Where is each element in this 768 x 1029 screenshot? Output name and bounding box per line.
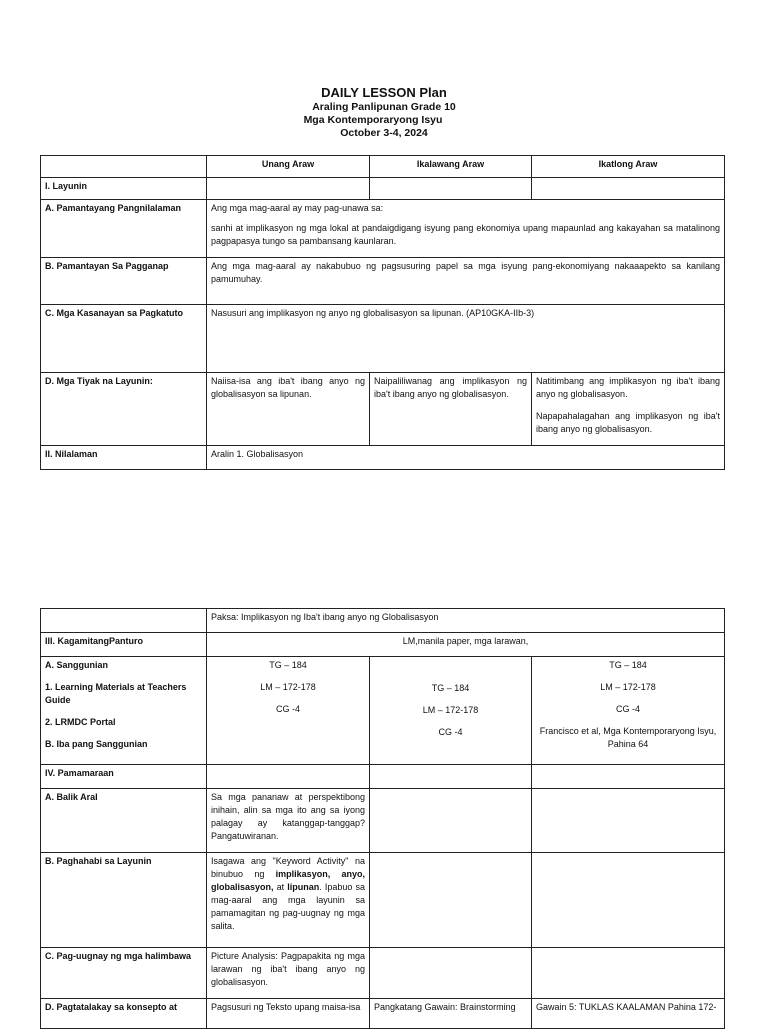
cell-pagtatalakay-day1: Pagsusuri ng Teksto upang maisa-isa (207, 999, 370, 1029)
cell-paguugnay-day3 (532, 948, 725, 999)
cell-tiyak-day1: Naiisa-isa ang iba't ibang anyo ng globalisasyon sa lipunan. (207, 373, 370, 446)
ref-cg: CG -4 (438, 727, 463, 737)
cell-sanggunian-day1 (207, 657, 370, 765)
document-title: DAILY LESSON Plan (321, 85, 447, 100)
row-balik-aral (41, 789, 725, 853)
paghahabi-text-start: Isagawa ang "Keyword Activity" na binubuo ng (211, 856, 365, 879)
cell-paguugnay-day1: Picture Analysis: Pagpapakita ng mga larawan ng iba't ibang anyo ng globalisasyon. (207, 948, 370, 999)
cell-paghahabi-day2 (370, 853, 532, 948)
cell-tiyak-day2: Naipaliliwanag ang implikasyon ng iba't ibang anyo ng globalisasyon. (370, 373, 532, 446)
paghahabi-text-end: . Ipabuo sa mag-aaral ang mga layunin sa pamamagitan ng pag-uugnay ng mga salita. (211, 882, 365, 931)
cell-balik-aral-day3 (532, 789, 725, 853)
cell-pagtatalakay-day2: Pangkatang Gawain: Brainstorming (370, 999, 532, 1029)
row-pamantayan-pagganap (41, 258, 725, 305)
cell-pamamaraan-day2 (370, 765, 532, 789)
row-paguugnay (41, 948, 725, 999)
ref-tg: TG – 184 (269, 660, 307, 670)
keyword-set-1: implikasyon, anyo, globalisasyon, (211, 869, 366, 892)
label-pamantayang-pangnilalaman: A. Pamantayang Pangnilalaman (41, 200, 207, 258)
col-header-day2: Ikalawang Araw (370, 156, 532, 178)
sanggunian-label-2: 2. LRMDC Portal (45, 717, 116, 727)
pamantayang-body: sanhi at implikasyon ng mga lokal at pandaigdigang isyung pang ekonomiya upang mapaunlad ang kakayahan sa matalinong pagpapasya tungo sa pambansang kaunlaran. (211, 223, 720, 246)
cell-balik-aral-day2 (370, 789, 532, 853)
pamantayang-intro: Ang mga mag-aaral ay may pag-unawa sa: (211, 203, 384, 213)
ref-cg: CG -4 (275, 704, 300, 714)
sanggunian-label-1: 1. Learning Materials at Teachers Guide (45, 682, 187, 705)
cell-kasanayan: Nasusuri ang implikasyon ng anyo ng globalisasyon sa lipunan. (AP10GKA-IIb-3) (207, 305, 725, 373)
cell-paghahabi-day3 (532, 853, 725, 948)
ref-lm: LM – 172-178 (422, 705, 479, 715)
label-paguugnay: C. Pag-uugnay ng mga halimbawa (41, 948, 207, 999)
cell-nilalaman: Aralin 1. Globalisasyon (207, 446, 725, 470)
row-pamantayang-pangnilalaman (41, 200, 725, 258)
ref-tg: TG – 184 (609, 660, 647, 670)
subject-line: Araling Panlipunan Grade 10 (312, 101, 456, 113)
ref-tg: TG – 184 (431, 683, 470, 693)
cell-balik-aral-day1: Sa mga pananaw at perspektibong inihain, alin sa mga ito ang sa iyong palagay ay katanggap-tanggap? Pangatuwiranan. (207, 789, 370, 853)
row-pamamaraan (41, 765, 725, 789)
cell-layunin-day2 (370, 178, 532, 200)
sanggunian-label-b: B. Iba pang Sanggunian (45, 739, 148, 749)
label-balik-aral: A. Balik Aral (41, 789, 207, 853)
label-nilalaman: II. Nilalaman (41, 446, 207, 470)
ref-cg: CG -4 (616, 704, 641, 714)
label-kasanayan: C. Mga Kasanayan sa Pagkatuto (41, 305, 207, 373)
row-tiyak-na-layunin (41, 373, 725, 446)
row-nilalaman (41, 446, 725, 470)
empty-paksa-label-cell (41, 609, 207, 633)
cell-pamantayan-pagganap: Ang mga mag-aaral ay nakabubuo ng pagsusuring papel sa mga isyung pang-ekonomiyang nakaaapekto sa kanilang pamumuhay. (207, 258, 725, 305)
column-header-row (41, 156, 725, 178)
cell-paghahabi-day1 (207, 853, 370, 948)
row-paksa (41, 609, 725, 633)
cell-pamantayang-pangnilalaman (207, 200, 725, 258)
col-header-day1: Unang Araw (207, 156, 370, 178)
topic-line: Mga Kontemporaryong Isyu (303, 114, 443, 126)
label-tiyak-na-layunin: D. Mga Tiyak na Layunin: (41, 373, 207, 446)
cell-pamamaraan-day1 (207, 765, 370, 789)
cell-pagtatalakay-day3: Gawain 5: TUKLAS KAALAMAN Pahina 172- (532, 999, 725, 1029)
ref-lm: LM – 172-178 (600, 682, 656, 692)
label-pamantayan-pagganap: B. Pamantayan Sa Pagganap (41, 258, 207, 305)
row-kasanayan (41, 305, 725, 373)
row-pagtatalakay (41, 999, 725, 1029)
empty-corner-cell (41, 156, 207, 178)
col-header-day3: Ikatlong Araw (532, 156, 725, 178)
date-line: October 3-4, 2024 (340, 127, 428, 139)
tiyak-day3-objective-1: Natitimbang ang implikasyon ng iba't ibang anyo ng globalisasyon. (536, 376, 720, 399)
cell-sanggunian-day2 (370, 657, 532, 765)
label-layunin: I. Layunin (41, 178, 207, 200)
sanggunian-label-a: A. Sanggunian (45, 660, 108, 670)
cell-layunin-day3 (532, 178, 725, 200)
row-paghahabi (41, 853, 725, 948)
row-sanggunian (41, 657, 725, 765)
lesson-table-part-1 (40, 155, 725, 470)
cell-kagamitan: LM,manila paper, mga larawan, (207, 633, 725, 657)
lesson-table-part-2 (40, 608, 725, 1029)
cell-paksa: Paksa: Implikasyon ng Iba't ibang anyo ng Globalisasyon (207, 609, 725, 633)
cell-layunin-day1 (207, 178, 370, 200)
label-pamamaraan: IV. Pamamaraan (41, 765, 207, 789)
document-header (0, 84, 768, 140)
ref-lm: LM – 172-178 (260, 682, 316, 692)
cell-sanggunian-day3 (532, 657, 725, 765)
ref-francisco: Francisco et al, Mga Kontemporaryong Isyu, Pahina 64 (539, 726, 717, 749)
label-kagamitan: III. KagamitangPanturo (41, 633, 207, 657)
cell-paguugnay-day2 (370, 948, 532, 999)
label-sanggunian (41, 657, 207, 765)
paghahabi-text-mid: at (273, 882, 288, 892)
cell-tiyak-day3 (532, 373, 725, 446)
label-paghahabi: B. Paghahabi sa Layunin (41, 853, 207, 948)
cell-pamamaraan-day3 (532, 765, 725, 789)
row-layunin (41, 178, 725, 200)
tiyak-day3-objective-2: Napapahalagahan ang implikasyon ng iba't ibang anyo ng globalisasyon. (536, 411, 720, 434)
label-pagtatalakay: D. Pagtatalakay sa konsepto at (41, 999, 207, 1029)
keyword-lipunan: lipunan (287, 882, 320, 892)
row-kagamitan (41, 633, 725, 657)
